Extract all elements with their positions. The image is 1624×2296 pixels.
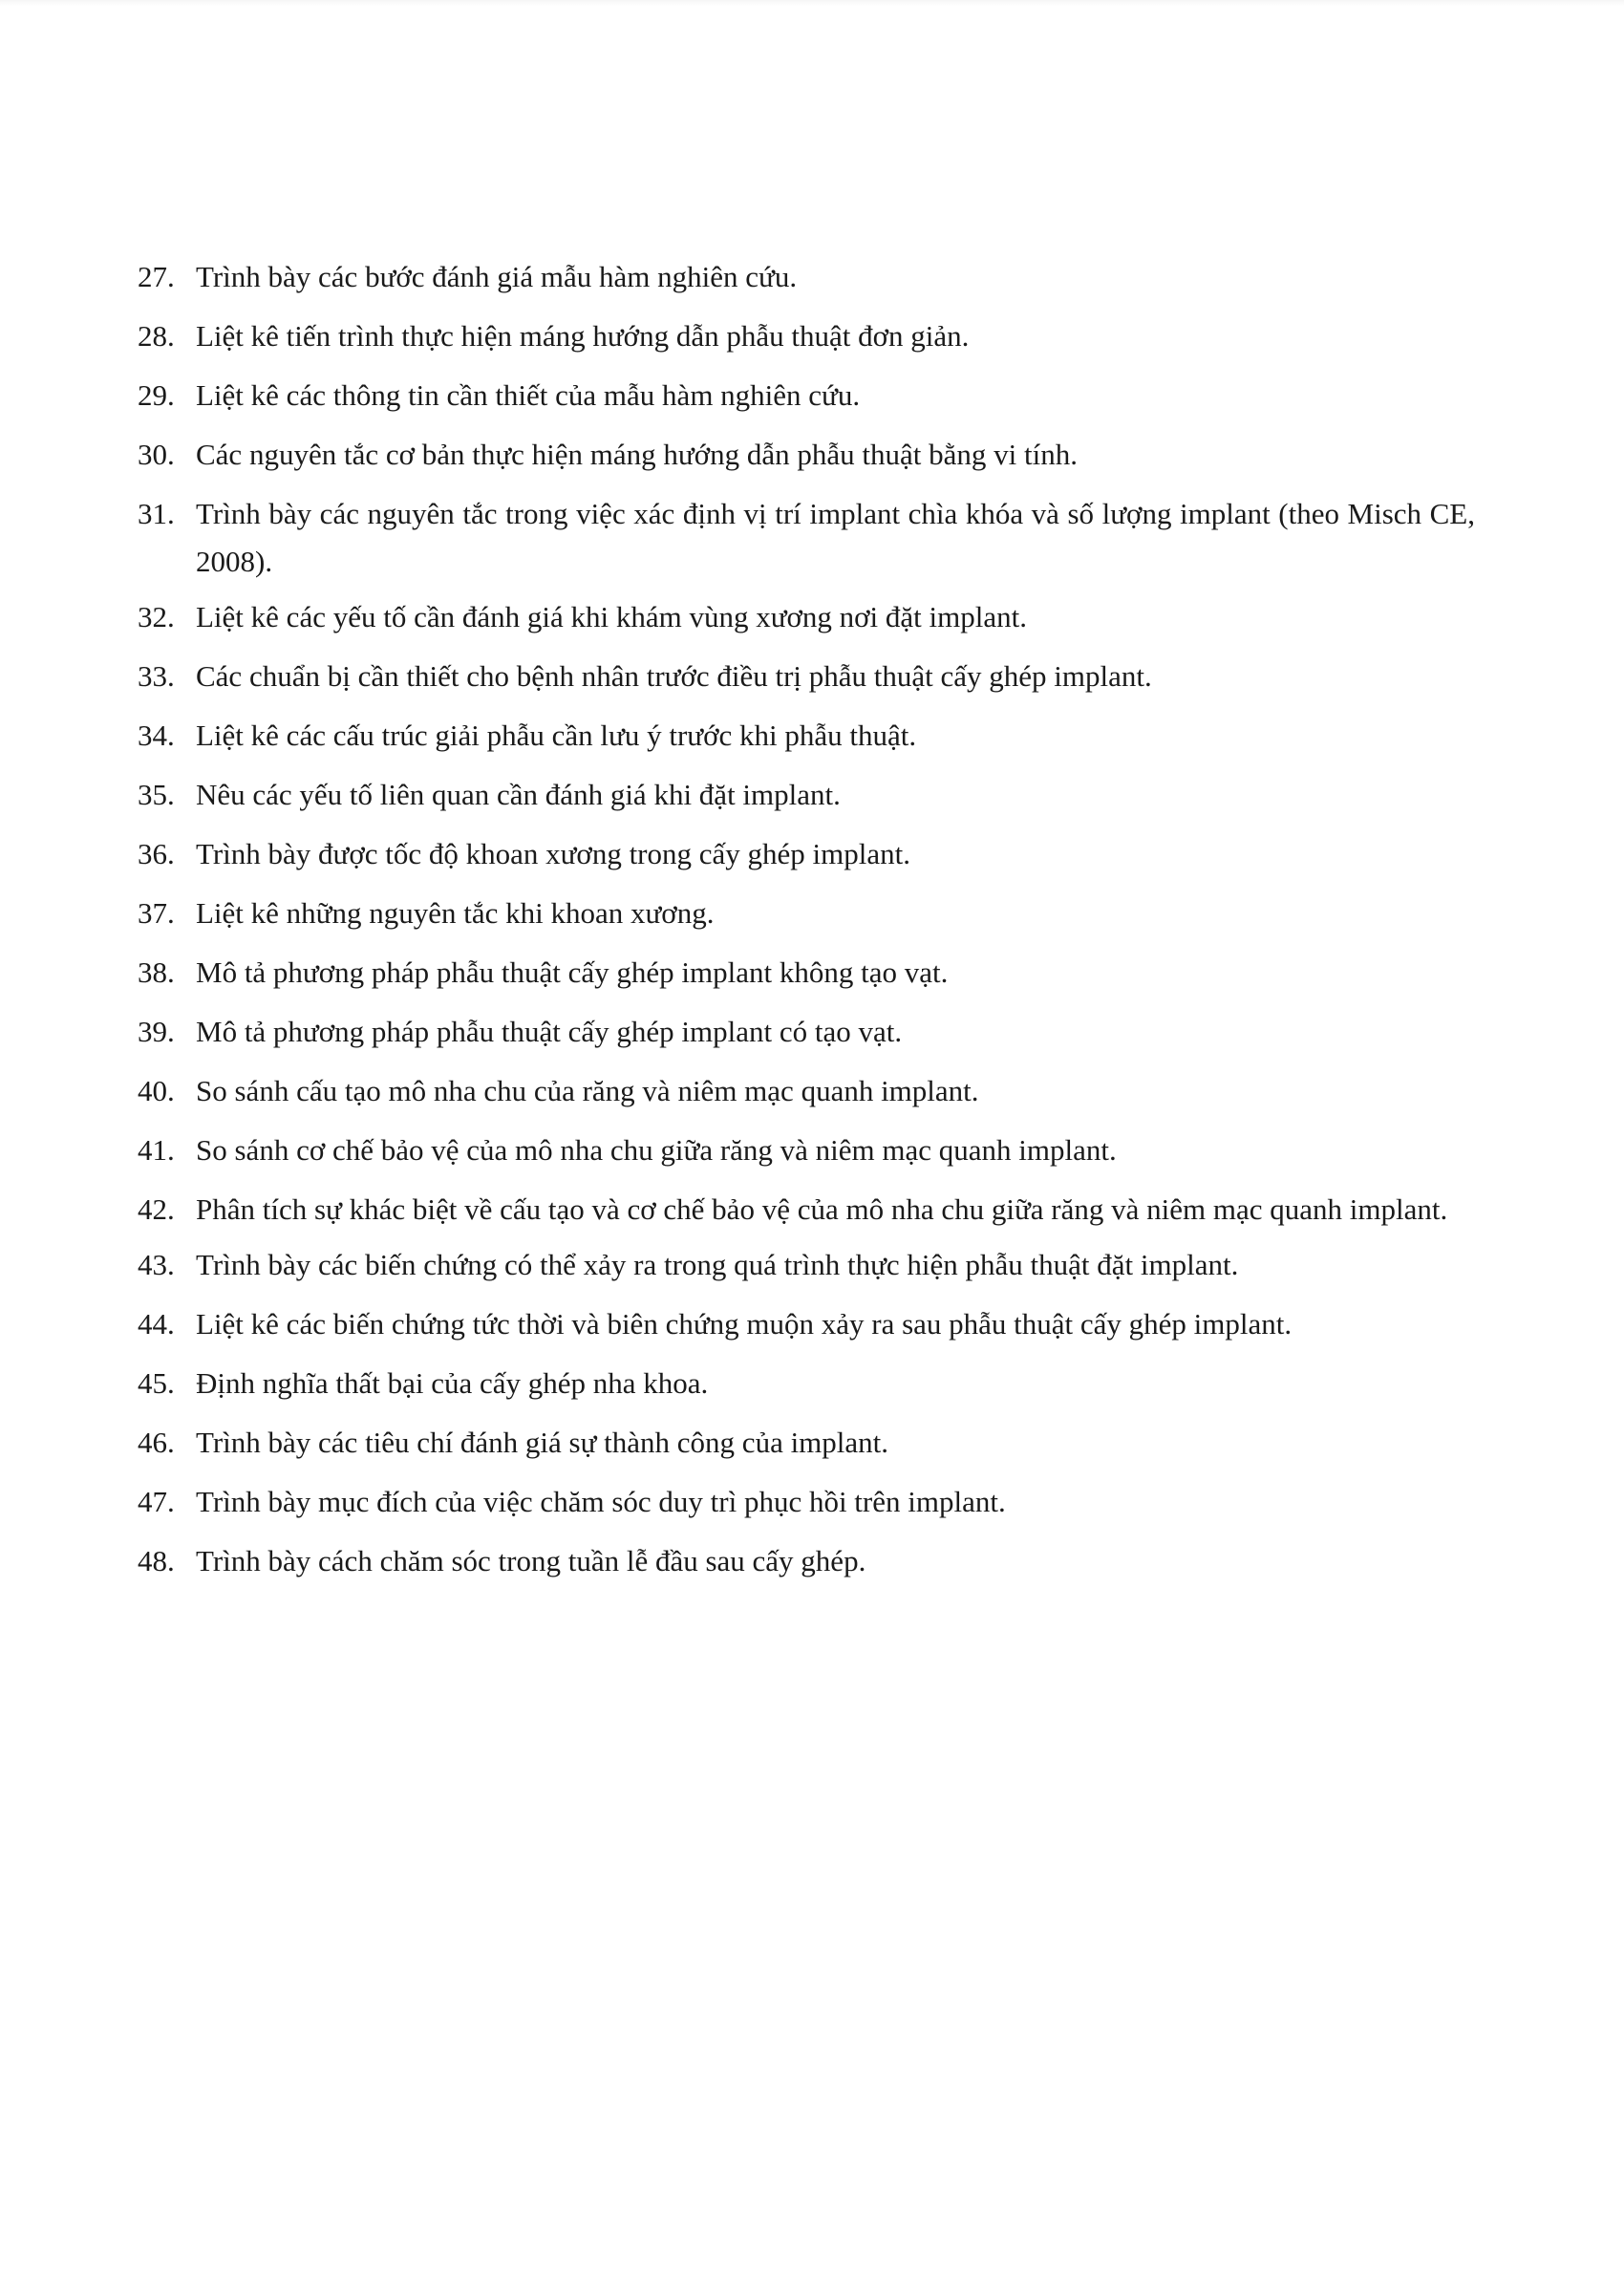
item-number: 45. bbox=[138, 1366, 175, 1400]
item-number: 44. bbox=[138, 1307, 175, 1341]
item-text: Liệt kê những nguyên tắc khi khoan xương. bbox=[196, 896, 715, 930]
item-text: Liệt kê các biến chứng tức thời và biên chứng muộn xảy ra sau phẫu thuật cấy ghép implant. bbox=[196, 1307, 1293, 1341]
item-number: 48. bbox=[138, 1544, 175, 1577]
item-text: Trình bày các biến chứng có thể xảy ra trong quá trình thực hiện phẫu thuật đặt implant. bbox=[196, 1248, 1239, 1281]
item-text: Trình bày các nguyên tắc trong việc xác định vị trí implant chìa khóa và số lượng implant (theo Misch CE, 2008). bbox=[196, 497, 1475, 578]
item-number: 38. bbox=[138, 955, 175, 989]
list-item bbox=[138, 949, 1475, 997]
item-text: Trình bày mục đích của việc chăm sóc duy trì phục hồi trên implant. bbox=[196, 1485, 1006, 1518]
item-text: Mô tả phương pháp phẫu thuật cấy ghép implant không tạo vạt. bbox=[196, 955, 949, 989]
item-number: 37. bbox=[138, 896, 175, 930]
item-number: 39. bbox=[138, 1015, 175, 1048]
item-number: 42. bbox=[138, 1192, 175, 1226]
list-item bbox=[138, 1067, 1475, 1115]
item-text: Liệt kê các thông tin cần thiết của mẫu hàm nghiên cứu. bbox=[196, 378, 861, 412]
list-item bbox=[138, 830, 1475, 878]
item-number: 36. bbox=[138, 837, 175, 870]
scan-edge bbox=[0, 0, 1624, 6]
list-item bbox=[138, 1300, 1475, 1348]
item-text: So sánh cơ chế bảo vệ của mô nha chu giữa răng và niêm mạc quanh implant. bbox=[196, 1133, 1117, 1167]
list-item bbox=[138, 1186, 1475, 1234]
list-item bbox=[138, 1360, 1475, 1407]
item-number: 30. bbox=[138, 438, 175, 471]
item-number: 31. bbox=[138, 497, 175, 530]
item-number: 41. bbox=[138, 1133, 175, 1167]
list-item bbox=[138, 1537, 1475, 1585]
item-number: 27. bbox=[138, 260, 175, 293]
item-text: Liệt kê các yếu tố cần đánh giá khi khám vùng xương nơi đặt implant. bbox=[196, 600, 1027, 633]
item-text: Phân tích sự khác biệt về cấu tạo và cơ chế bảo vệ của mô nha chu giữa răng và niêm mạc quanh implant. bbox=[196, 1192, 1448, 1226]
item-number: 28. bbox=[138, 319, 175, 353]
list-item bbox=[138, 312, 1475, 360]
list-item bbox=[138, 712, 1475, 760]
list-item bbox=[138, 1478, 1475, 1526]
list-item bbox=[138, 771, 1475, 819]
list-item bbox=[138, 372, 1475, 419]
list-item bbox=[138, 890, 1475, 937]
list-item bbox=[138, 431, 1475, 479]
item-text: Trình bày các tiêu chí đánh giá sự thành công của implant. bbox=[196, 1426, 889, 1459]
list-item bbox=[138, 1127, 1475, 1174]
item-text: Trình bày các bước đánh giá mẫu hàm nghiên cứu. bbox=[196, 260, 798, 293]
item-number: 47. bbox=[138, 1485, 175, 1518]
item-number: 46. bbox=[138, 1426, 175, 1459]
item-text: Các nguyên tắc cơ bản thực hiện máng hướng dẫn phẫu thuật bằng vi tính. bbox=[196, 438, 1078, 471]
item-number: 34. bbox=[138, 719, 175, 752]
item-text: Định nghĩa thất bại của cấy ghép nha khoa. bbox=[196, 1366, 709, 1400]
item-number: 32. bbox=[138, 600, 175, 633]
list-item bbox=[138, 490, 1475, 586]
item-number: 29. bbox=[138, 378, 175, 412]
item-number: 33. bbox=[138, 659, 175, 693]
list-item bbox=[138, 253, 1475, 301]
item-text: Liệt kê tiến trình thực hiện máng hướng dẫn phẫu thuật đơn giản. bbox=[196, 319, 970, 353]
item-number: 43. bbox=[138, 1248, 175, 1281]
list-item bbox=[138, 653, 1475, 700]
item-text: Trình bày cách chăm sóc trong tuần lễ đầu sau cấy ghép. bbox=[196, 1544, 866, 1577]
list-item bbox=[138, 1419, 1475, 1467]
item-number: 35. bbox=[138, 778, 175, 811]
item-text: Các chuẩn bị cần thiết cho bệnh nhân trước điều trị phẫu thuật cấy ghép implant. bbox=[196, 659, 1152, 693]
list-item bbox=[138, 1008, 1475, 1056]
item-text: Liệt kê các cấu trúc giải phẫu cần lưu ý trước khi phẫu thuật. bbox=[196, 719, 917, 752]
item-text: Nêu các yếu tố liên quan cần đánh giá khi đặt implant. bbox=[196, 778, 841, 811]
list-item bbox=[138, 1241, 1475, 1289]
item-text: So sánh cấu tạo mô nha chu của răng và niêm mạc quanh implant. bbox=[196, 1074, 979, 1107]
list-item bbox=[138, 593, 1475, 641]
item-number: 40. bbox=[138, 1074, 175, 1107]
question-list bbox=[138, 253, 1475, 1597]
item-text: Mô tả phương pháp phẫu thuật cấy ghép implant có tạo vạt. bbox=[196, 1015, 903, 1048]
item-text: Trình bày được tốc độ khoan xương trong cấy ghép implant. bbox=[196, 837, 910, 870]
